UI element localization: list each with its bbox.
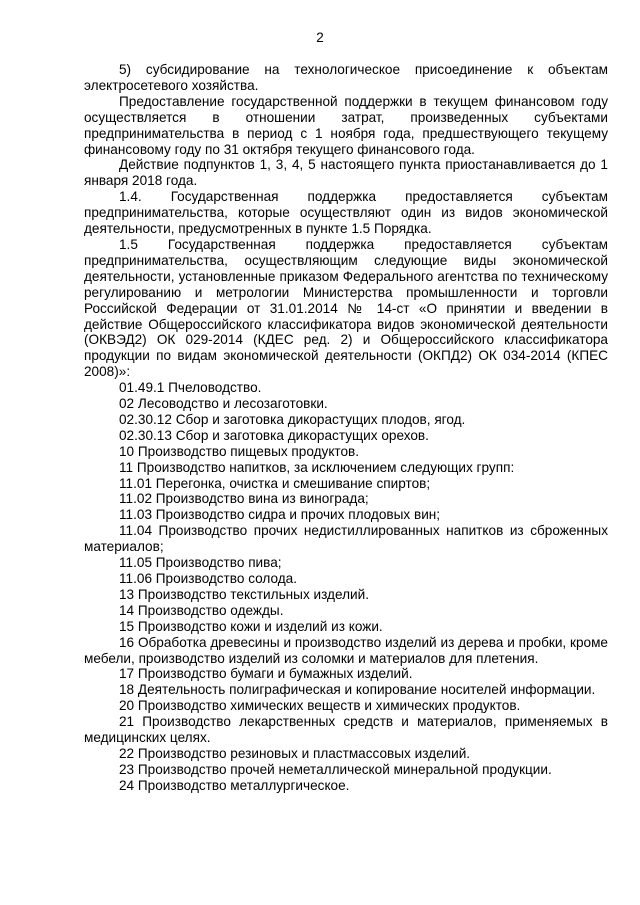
list-item: 16 Обработка древесины и производство изделий из дерева и пробки, кроме мебели, производство изделий из соломки и материалов для плетения. — [84, 634, 608, 666]
list-item: 11.01 Перегонка, очистка и смешивание спиртов; — [119, 475, 431, 491]
list-item: 13 Производство текстильных изделий. — [119, 586, 369, 602]
paragraph: 1.5 Государственная поддержка предоставляется субъектам предпринимательства, осуществляющим следующие виды экономической деятельности, установленные приказом Федерального агентства по техническому регулированию и метрологии Министерства промышленности и торговли Российской Федерации от 31.01.2014 № 14-ст «О принятии и введении в действие Общероссийского классификатора видов экономической деятельности (ОКВЭД2) ОК 029-2014 (КДЕС ред. 2) и Общероссийского классификатора продукции по видам экономической деятельности (ОКПД2) ОК 034-2014 (КПЕС 2008)»: — [84, 236, 608, 380]
paragraph: Действие подпунктов 1, 3, 4, 5 настоящего пункта приостанавливается до 1 января 2018 года. — [84, 157, 608, 189]
list-item: 11 Производство напитков, за исключением следующих групп: — [119, 459, 515, 475]
paragraph: Предоставление государственной поддержки в текущем финансовом году осуществляется в отношении затрат, произведенных субъектами предпринимательства в период с 1 ноября года, предшествующего текущему финансовому году по 31 октября текущего финансового года. — [84, 93, 608, 157]
list-item: 11.02 Производство вина из винограда; — [119, 491, 369, 507]
list-item: 22 Производство резиновых и пластмассовых изделий. — [119, 745, 471, 761]
list-item: 11.06 Производство солода. — [119, 571, 298, 586]
list-item: 23 Производство прочей неметаллической минеральной продукции. — [119, 761, 552, 777]
page-number: 2 — [316, 30, 324, 45]
list-item: 11.04 Производство прочих недистиллированных напитков из сброженных материалов; — [84, 523, 608, 555]
list-item: 11.05 Производство пива; — [119, 555, 282, 571]
list-item: 15 Производство кожи и изделий из кожи. — [119, 618, 383, 634]
list-item: 02 Лесоводство и лесозаготовки. — [119, 396, 328, 412]
list-item: 18 Деятельность полиграфическая и копирование носителей информации. — [119, 682, 596, 698]
list-item: 24 Производство металлургическое. — [119, 777, 350, 793]
list-item: 20 Производство химических веществ и химических продуктов. — [119, 698, 521, 714]
list-item: 21 Производство лекарственных средств и материалов, применяемых в медицинских целях. — [84, 714, 608, 746]
list-item: 11.03 Производство сидра и прочих плодовых вин; — [119, 507, 441, 523]
list-item: 14 Производство одежды. — [119, 602, 284, 618]
list-item: 10 Производство пищевых продуктов. — [119, 443, 360, 459]
paragraph: 5) субсидирование на технологическое присоединение к объектам электросетевого хозяйства. — [84, 62, 608, 93]
document-body — [84, 62, 608, 794]
list-item: 02.30.12 Сбор и заготовка дикорастущих плодов, ягод. — [119, 411, 466, 427]
list-item: 17 Производство бумаги и бумажных изделий. — [119, 666, 413, 682]
list-item: 01.49.1 Пчеловодство. — [119, 380, 262, 396]
paragraph: 1.4. Государственная поддержка предоставляется субъектам предпринимательства, которые осуществляют один из видов экономической деятельности, предусмотренных в пункте 1.5 Порядка. — [84, 189, 608, 237]
list-item: 02.30.13 Сбор и заготовка дикорастущих орехов. — [119, 427, 429, 443]
